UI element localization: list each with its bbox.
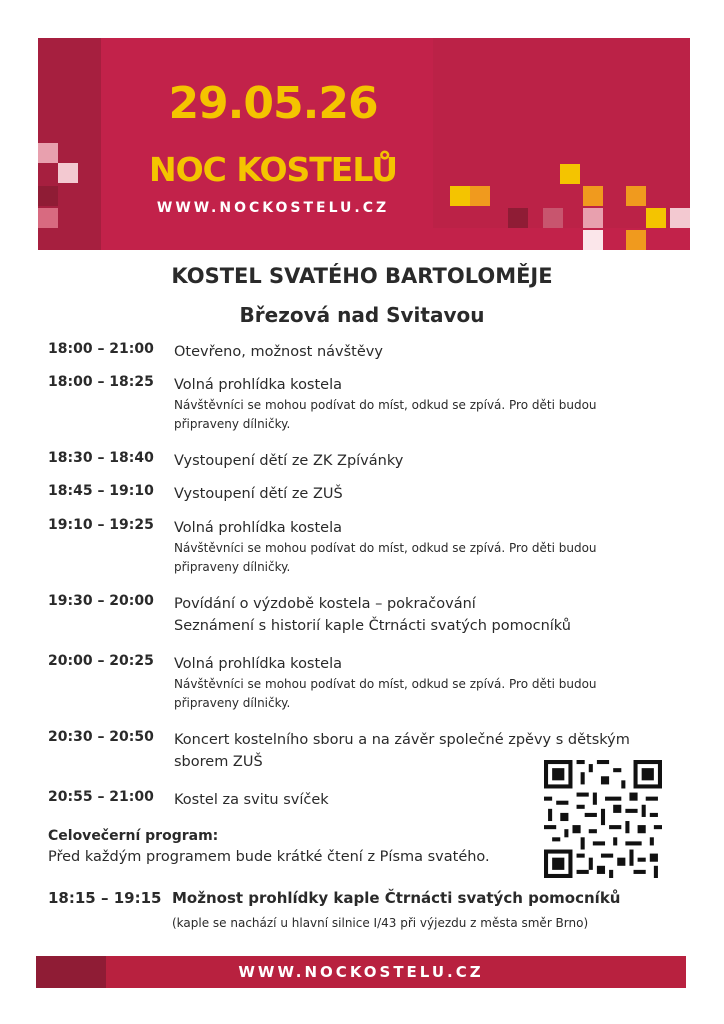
schedule-title: Volná prohlídka kostela [174, 656, 343, 672]
pixel-square [38, 208, 58, 228]
footer-banner [36, 956, 686, 988]
schedule-title: Kostel za svitu svíček [174, 792, 329, 808]
pixel-square [626, 186, 646, 206]
pixel-square [38, 143, 58, 163]
evening-program-text: Před každým programem bude krátké čtení z Písma svatého. [48, 849, 490, 865]
pixel-square [543, 208, 563, 228]
schedule-title: Volná prohlídka kostela [174, 520, 343, 536]
banner-url[interactable]: WWW.NOCKOSTELU.CZ [156, 200, 390, 216]
schedule-title: Volná prohlídka kostela [174, 377, 343, 393]
schedule-time: 18:45 – 19:10 [48, 483, 154, 499]
schedule-time: 18:00 – 18:25 [48, 374, 154, 390]
schedule-time: 20:00 – 20:25 [48, 653, 154, 669]
event-date: 29.05.26 [168, 78, 378, 129]
schedule-time: 18:30 – 18:40 [48, 450, 154, 466]
pixel-square [508, 208, 528, 228]
schedule-title: Vystoupení dětí ze ZUŠ [174, 486, 343, 502]
schedule-title: Koncert kostelního sboru a na závěr společné zpěvy s dětským sborem ZUŠ [174, 732, 630, 770]
schedule-time: 18:00 – 21:00 [48, 341, 154, 357]
schedule-time: 19:10 – 19:25 [48, 517, 154, 533]
event-title: NOC KOSTELŮ [149, 150, 397, 189]
pixel-square [583, 208, 603, 228]
chapel-tour-note: (kaple se nachází u hlavní silnice I/43 při výjezdu z města směr Brno) [172, 916, 589, 930]
schedule-title: Povídání o výzdobě kostela – pokračování Seznámení s historií kaple Čtrnácti svatých pomocníků [174, 596, 571, 634]
pixel-square [646, 208, 666, 228]
pixel-square [670, 208, 690, 228]
pixel-square [450, 186, 470, 206]
pixel-square [58, 163, 78, 183]
schedule-desc: Návštěvníci se mohou podívat do míst, odkud se zpívá. Pro děti budou připraveny dílničky. [174, 398, 597, 431]
header-banner [38, 38, 690, 250]
qr-code-icon[interactable] [544, 760, 662, 878]
schedule-title: Vystoupení dětí ze ZK Zpívánky [174, 453, 404, 469]
schedule-time: 19:30 – 20:00 [48, 593, 154, 609]
evening-program-label: Celovečerní program: [48, 828, 219, 844]
pixel-square [470, 186, 490, 206]
pixel-square [38, 186, 58, 206]
pixel-square [560, 164, 580, 184]
pixel-square [583, 230, 603, 250]
pixel-square [626, 230, 646, 250]
qr-code-graphic [544, 760, 662, 878]
schedule-desc: Návštěvníci se mohou podívat do míst, odkud se zpívá. Pro děti budou připraveny dílničky. [174, 541, 597, 574]
footer-url[interactable]: WWW.NOCKOSTELU.CZ [238, 963, 484, 981]
place-name: Březová nad Svitavou [239, 303, 485, 327]
chapel-tour-time: 18:15 – 19:15 [48, 889, 162, 907]
schedule-time: 20:55 – 21:00 [48, 789, 154, 805]
chapel-tour-title: Možnost prohlídky kaple Čtrnácti svatých pomocníků [172, 889, 621, 907]
schedule-time: 20:30 – 20:50 [48, 729, 154, 745]
schedule-title: Otevřeno, možnost návštěvy [174, 344, 383, 360]
schedule-desc: Návštěvníci se mohou podívat do míst, odkud se zpívá. Pro děti budou připraveny dílničky. [174, 677, 597, 710]
pixel-square [583, 186, 603, 206]
church-name: KOSTEL SVATÉHO BARTOLOMĚJE [171, 264, 553, 288]
